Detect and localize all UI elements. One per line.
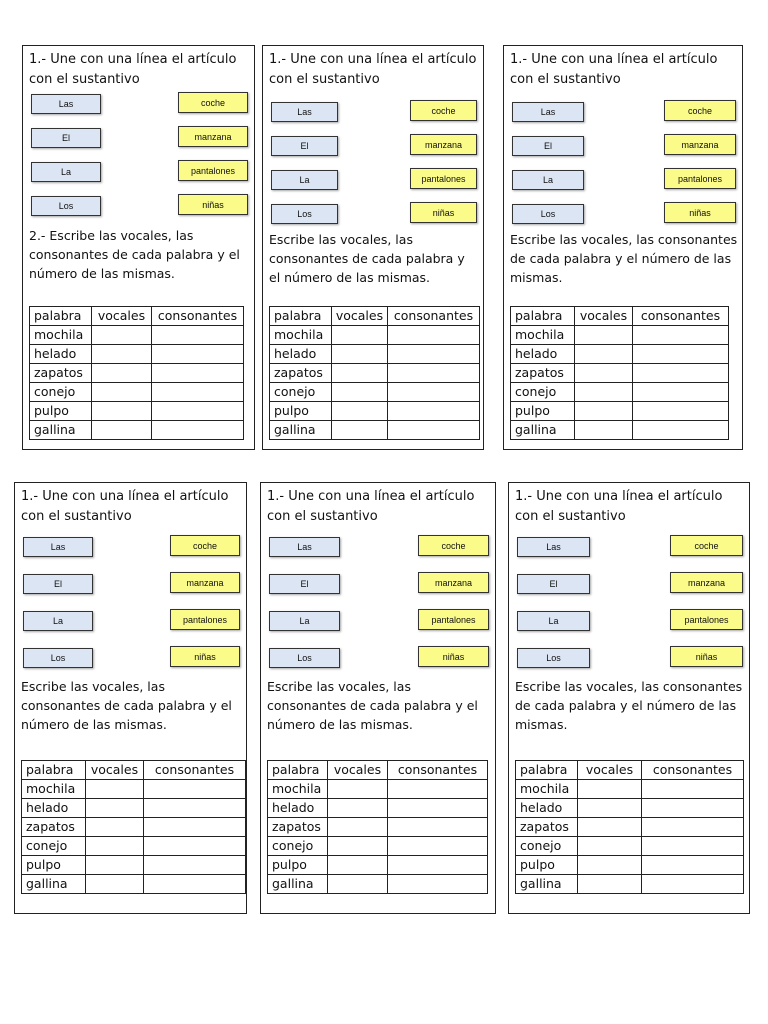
consonants-answer-cell[interactable] — [152, 364, 244, 383]
article-box[interactable]: Las — [512, 102, 584, 122]
consonants-answer-cell[interactable] — [388, 837, 488, 856]
table-row — [30, 383, 244, 402]
vowels-answer-cell[interactable] — [328, 799, 388, 818]
word-cell: helado — [270, 345, 332, 364]
vowels-answer-cell[interactable] — [328, 856, 388, 875]
noun-box[interactable]: coche — [170, 535, 240, 556]
table-header-row — [270, 307, 480, 326]
vowels-answer-cell[interactable] — [578, 780, 642, 799]
word-cell: gallina — [511, 421, 575, 440]
word-cell: mochila — [22, 780, 86, 799]
consonants-answer-cell[interactable] — [152, 326, 244, 345]
vowels-answer-cell[interactable] — [328, 837, 388, 856]
article-box[interactable]: Los — [271, 204, 338, 224]
noun-box[interactable]: pantalones — [664, 168, 736, 189]
table-row — [22, 837, 246, 856]
noun-box[interactable]: manzana — [670, 572, 743, 593]
consonants-answer-cell[interactable] — [144, 818, 246, 837]
table-row — [30, 402, 244, 421]
vowels-answer-cell[interactable] — [86, 875, 144, 894]
table-header-cell: vocales — [328, 761, 388, 780]
table-header-cell: vocales — [332, 307, 388, 326]
article-box[interactable]: Los — [517, 648, 590, 668]
table-header-cell: palabra — [268, 761, 328, 780]
table-row — [516, 875, 744, 894]
article-box[interactable]: Los — [512, 204, 584, 224]
word-cell: zapatos — [22, 818, 86, 837]
noun-box[interactable]: manzana — [410, 134, 477, 155]
noun-box[interactable]: niñas — [410, 202, 477, 223]
table-row — [270, 326, 480, 345]
word-cell: pulpo — [511, 402, 575, 421]
vowels-answer-cell[interactable] — [578, 799, 642, 818]
vowels-answer-cell[interactable] — [328, 818, 388, 837]
vowels-answer-cell[interactable] — [92, 345, 152, 364]
table-header-cell: consonantes — [144, 761, 246, 780]
word-cell: zapatos — [270, 364, 332, 383]
table-row — [268, 856, 488, 875]
table-header-cell: consonantes — [388, 307, 480, 326]
vowels-answer-cell[interactable] — [578, 818, 642, 837]
table-row — [511, 326, 729, 345]
noun-box[interactable]: niñas — [670, 646, 743, 667]
noun-box[interactable]: coche — [670, 535, 743, 556]
vowels-answer-cell[interactable] — [578, 856, 642, 875]
vowels-answer-cell[interactable] — [92, 326, 152, 345]
noun-box[interactable]: niñas — [664, 202, 736, 223]
consonants-answer-cell[interactable] — [152, 402, 244, 421]
vowels-answer-cell[interactable] — [86, 799, 144, 818]
noun-box[interactable]: coche — [418, 535, 489, 556]
worksheet-card — [14, 482, 247, 914]
noun-box[interactable]: manzana — [664, 134, 736, 155]
vowels-consonants-table — [21, 760, 246, 894]
article-box[interactable]: Los — [269, 648, 340, 668]
exercise-1-title: 1.- Une con una línea el artículo con el sustantivo — [269, 52, 477, 87]
exercise-2-instruction: Escribe las vocales, las consonantes de cada palabra y el número de las mismas. — [21, 679, 232, 732]
vowels-answer-cell[interactable] — [328, 875, 388, 894]
word-cell: mochila — [516, 780, 578, 799]
word-cell: gallina — [30, 421, 92, 440]
table-row — [22, 875, 246, 894]
vowels-answer-cell[interactable] — [575, 364, 633, 383]
vowels-answer-cell[interactable] — [575, 345, 633, 364]
consonants-answer-cell[interactable] — [152, 383, 244, 402]
table-row — [268, 818, 488, 837]
table-header-cell: vocales — [575, 307, 633, 326]
vowels-answer-cell[interactable] — [328, 780, 388, 799]
article-box[interactable]: El — [23, 574, 93, 594]
vowels-answer-cell[interactable] — [575, 402, 633, 421]
noun-box[interactable]: niñas — [170, 646, 240, 667]
article-box[interactable]: Las — [31, 94, 101, 114]
table-header-cell: palabra — [22, 761, 86, 780]
consonants-answer-cell[interactable] — [642, 799, 744, 818]
word-cell: gallina — [516, 875, 578, 894]
vowels-answer-cell[interactable] — [575, 326, 633, 345]
vowels-answer-cell[interactable] — [86, 818, 144, 837]
noun-box[interactable]: coche — [178, 92, 248, 113]
word-cell: pulpo — [30, 402, 92, 421]
word-cell: conejo — [516, 837, 578, 856]
table-row — [270, 421, 480, 440]
article-box[interactable]: Las — [517, 537, 590, 557]
noun-box[interactable]: manzana — [178, 126, 248, 147]
vowels-answer-cell[interactable] — [575, 383, 633, 402]
table-row — [511, 345, 729, 364]
table-row — [268, 837, 488, 856]
consonants-answer-cell[interactable] — [642, 875, 744, 894]
noun-box[interactable]: manzana — [170, 572, 240, 593]
table-row — [30, 364, 244, 383]
table-header-row — [516, 761, 744, 780]
article-box[interactable]: El — [269, 574, 340, 594]
vowels-answer-cell[interactable] — [332, 345, 388, 364]
table-header-cell: consonantes — [388, 761, 488, 780]
word-cell: conejo — [511, 383, 575, 402]
vowels-answer-cell[interactable] — [332, 364, 388, 383]
table-row — [22, 780, 246, 799]
table-header-cell: vocales — [92, 307, 152, 326]
exercise-1-title: 1.- Une con una línea el artículo con el sustantivo — [510, 52, 718, 87]
consonants-answer-cell[interactable] — [633, 345, 729, 364]
word-cell: conejo — [30, 383, 92, 402]
table-header-cell: consonantes — [642, 761, 744, 780]
word-cell: pulpo — [516, 856, 578, 875]
article-box[interactable]: El — [512, 136, 584, 156]
article-box[interactable]: Los — [31, 196, 101, 216]
exercise-2-instruction: 2.- Escribe las vocales, las consonantes de cada palabra y el número de las mismas. — [29, 228, 240, 281]
vowels-consonants-table — [515, 760, 744, 894]
consonants-answer-cell[interactable] — [388, 326, 480, 345]
worksheet-card — [262, 45, 484, 450]
vowels-answer-cell[interactable] — [578, 837, 642, 856]
table-row — [511, 383, 729, 402]
vowels-consonants-table — [267, 760, 488, 894]
article-box[interactable]: Las — [23, 537, 93, 557]
exercise-1-title: 1.- Une con una línea el artículo con el sustantivo — [21, 489, 229, 524]
article-box[interactable]: La — [512, 170, 584, 190]
table-row — [516, 780, 744, 799]
word-cell: zapatos — [516, 818, 578, 837]
worksheet-card — [508, 482, 750, 914]
noun-box[interactable]: pantalones — [410, 168, 477, 189]
consonants-answer-cell[interactable] — [144, 837, 246, 856]
word-cell: gallina — [22, 875, 86, 894]
vowels-answer-cell[interactable] — [86, 780, 144, 799]
consonants-answer-cell[interactable] — [144, 875, 246, 894]
worksheet-card — [260, 482, 496, 914]
vowels-answer-cell[interactable] — [332, 421, 388, 440]
exercise-2-instruction: Escribe las vocales, las consonantes de cada palabra y el número de las mismas. — [515, 679, 743, 732]
table-row — [516, 856, 744, 875]
consonants-answer-cell[interactable] — [633, 383, 729, 402]
table-header-cell: vocales — [86, 761, 144, 780]
consonants-answer-cell[interactable] — [152, 421, 244, 440]
table-row — [516, 799, 744, 818]
consonants-answer-cell[interactable] — [633, 421, 729, 440]
article-box[interactable]: El — [31, 128, 101, 148]
article-box[interactable]: Los — [23, 648, 93, 668]
consonants-answer-cell[interactable] — [388, 780, 488, 799]
worksheet-card — [22, 45, 255, 450]
exercise-1-title: 1.- Une con una línea el artículo con el sustantivo — [515, 489, 723, 524]
consonants-answer-cell[interactable] — [642, 780, 744, 799]
article-box[interactable]: La — [23, 611, 93, 631]
table-row — [511, 364, 729, 383]
word-cell: pulpo — [22, 856, 86, 875]
noun-box[interactable]: niñas — [178, 194, 248, 215]
table-header-row — [22, 761, 246, 780]
noun-box[interactable]: pantalones — [670, 609, 743, 630]
table-row — [270, 402, 480, 421]
noun-box[interactable]: pantalones — [170, 609, 240, 630]
word-cell: zapatos — [30, 364, 92, 383]
vowels-answer-cell[interactable] — [578, 875, 642, 894]
word-cell: helado — [268, 799, 328, 818]
consonants-answer-cell[interactable] — [388, 364, 480, 383]
table-header-cell: vocales — [578, 761, 642, 780]
table-header-cell: palabra — [511, 307, 575, 326]
table-row — [30, 345, 244, 364]
table-row — [516, 837, 744, 856]
table-row — [270, 364, 480, 383]
word-cell: conejo — [270, 383, 332, 402]
vowels-answer-cell[interactable] — [86, 856, 144, 875]
table-row — [268, 780, 488, 799]
consonants-answer-cell[interactable] — [388, 875, 488, 894]
consonants-answer-cell[interactable] — [633, 402, 729, 421]
noun-box[interactable]: coche — [410, 100, 477, 121]
word-cell: zapatos — [511, 364, 575, 383]
consonants-answer-cell[interactable] — [633, 326, 729, 345]
table-header-cell: consonantes — [633, 307, 729, 326]
noun-box[interactable]: pantalones — [178, 160, 248, 181]
vowels-answer-cell[interactable] — [332, 326, 388, 345]
table-row — [268, 875, 488, 894]
vowels-consonants-table — [269, 306, 480, 440]
worksheet-card — [503, 45, 743, 450]
word-cell: mochila — [270, 326, 332, 345]
article-box[interactable]: El — [271, 136, 338, 156]
word-cell: pulpo — [270, 402, 332, 421]
article-box[interactable]: La — [517, 611, 590, 631]
word-cell: gallina — [268, 875, 328, 894]
table-row — [511, 402, 729, 421]
word-cell: gallina — [270, 421, 332, 440]
word-cell: mochila — [30, 326, 92, 345]
consonants-answer-cell[interactable] — [388, 402, 480, 421]
consonants-answer-cell[interactable] — [388, 856, 488, 875]
vowels-answer-cell[interactable] — [332, 402, 388, 421]
consonants-answer-cell[interactable] — [388, 345, 480, 364]
word-cell: zapatos — [268, 818, 328, 837]
table-row — [22, 818, 246, 837]
word-cell: conejo — [268, 837, 328, 856]
consonants-answer-cell[interactable] — [144, 799, 246, 818]
exercise-2-instruction: Escribe las vocales, las consonantes de cada palabra y el número de las mismas. — [269, 232, 465, 285]
consonants-answer-cell[interactable] — [642, 856, 744, 875]
word-cell: conejo — [22, 837, 86, 856]
consonants-answer-cell[interactable] — [388, 421, 480, 440]
table-header-row — [511, 307, 729, 326]
exercise-2-instruction: Escribe las vocales, las consonantes de cada palabra y el número de las mismas. — [267, 679, 478, 732]
article-box[interactable]: El — [517, 574, 590, 594]
word-cell: pulpo — [268, 856, 328, 875]
table-row — [22, 856, 246, 875]
noun-box[interactable]: pantalones — [418, 609, 489, 630]
article-box[interactable]: La — [31, 162, 101, 182]
table-row — [22, 799, 246, 818]
vowels-answer-cell[interactable] — [332, 383, 388, 402]
table-header-cell: consonantes — [152, 307, 244, 326]
vowels-answer-cell[interactable] — [92, 383, 152, 402]
consonants-answer-cell[interactable] — [642, 818, 744, 837]
vowels-consonants-table — [29, 306, 244, 440]
consonants-answer-cell[interactable] — [388, 383, 480, 402]
table-header-cell: palabra — [30, 307, 92, 326]
vowels-answer-cell[interactable] — [92, 364, 152, 383]
consonants-answer-cell[interactable] — [144, 780, 246, 799]
consonants-answer-cell[interactable] — [388, 799, 488, 818]
vowels-consonants-table — [510, 306, 729, 440]
table-row — [268, 799, 488, 818]
word-cell: helado — [30, 345, 92, 364]
table-header-cell: palabra — [516, 761, 578, 780]
table-row — [511, 421, 729, 440]
article-box[interactable]: La — [271, 170, 338, 190]
exercise-1-title: 1.- Une con una línea el artículo con el sustantivo — [267, 489, 475, 524]
noun-box[interactable]: coche — [664, 100, 736, 121]
consonants-answer-cell[interactable] — [152, 345, 244, 364]
table-row — [30, 421, 244, 440]
table-header-cell: palabra — [270, 307, 332, 326]
article-box[interactable]: La — [269, 611, 340, 631]
exercise-2-instruction: Escribe las vocales, las consonantes de cada palabra y el número de las mismas. — [510, 232, 738, 285]
vowels-answer-cell[interactable] — [92, 402, 152, 421]
vowels-answer-cell[interactable] — [575, 421, 633, 440]
consonants-answer-cell[interactable] — [633, 364, 729, 383]
exercise-1-title: 1.- Une con una línea el artículo con el sustantivo — [29, 52, 237, 87]
noun-box[interactable]: manzana — [418, 572, 489, 593]
table-row — [270, 345, 480, 364]
word-cell: helado — [511, 345, 575, 364]
article-box[interactable]: Las — [269, 537, 340, 557]
table-row — [30, 326, 244, 345]
word-cell: helado — [22, 799, 86, 818]
consonants-answer-cell[interactable] — [642, 837, 744, 856]
consonants-answer-cell[interactable] — [388, 818, 488, 837]
article-box[interactable]: Las — [271, 102, 338, 122]
table-header-row — [268, 761, 488, 780]
table-header-row — [30, 307, 244, 326]
table-row — [516, 818, 744, 837]
word-cell: helado — [516, 799, 578, 818]
vowels-answer-cell[interactable] — [92, 421, 152, 440]
noun-box[interactable]: niñas — [418, 646, 489, 667]
consonants-answer-cell[interactable] — [144, 856, 246, 875]
word-cell: mochila — [511, 326, 575, 345]
word-cell: mochila — [268, 780, 328, 799]
table-row — [270, 383, 480, 402]
vowels-answer-cell[interactable] — [86, 837, 144, 856]
